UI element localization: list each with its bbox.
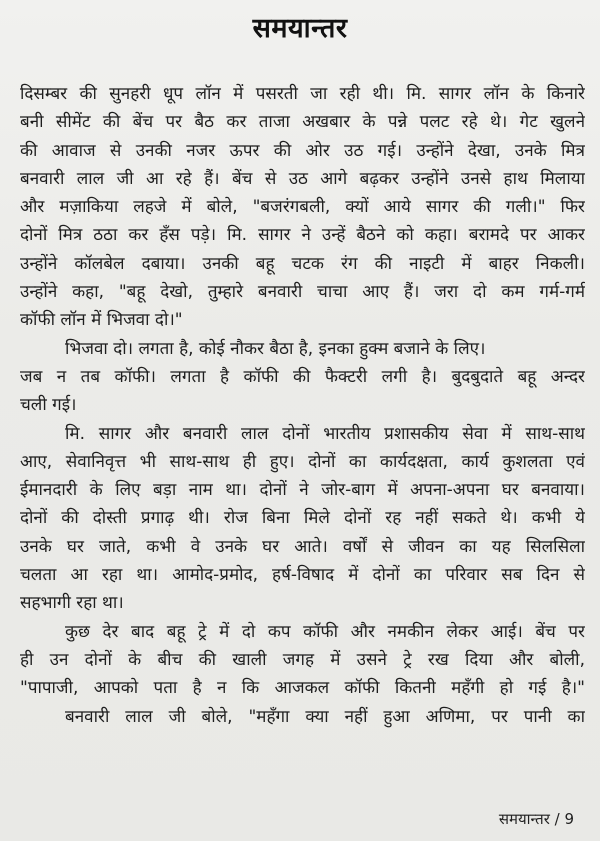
text-line: और मज़ाकिया लहजे में बोले, "बजरंगबली, क्यों आये सागर की गली।" फिर <box>20 197 585 218</box>
text-line: ईमानदारी के लिए बड़ा नाम था। दोनों ने जोर-बाग में अपना-अपना घर बनवाया। <box>20 480 585 501</box>
text-line: चलता आ रहा था। आमोद-प्रमोद, हर्ष-विषाद में दोनों का परिवार सब दिन से <box>20 565 585 586</box>
text-line: कुछ देर बाद बहू ट्रे में दो कप कॉफी और नमकीन लेकर आई। बेंच पर <box>65 621 585 642</box>
story-body <box>20 80 585 731</box>
text-line: बनी सीमेंट की बेंच पर बैठ कर ताजा अखबार के पन्ने पलट रहे थे। गेट खुलने <box>20 112 585 133</box>
text-line: उन्होंने कॉलबेल दबाया। उनकी बहू चटक रंग की नाइटी में बाहर निकली। <box>20 253 585 274</box>
text-line: बनवारी लाल जी बोले, "महँगा क्या नहीं हुआ अणिमा, पर पानी का <box>65 706 585 727</box>
text-line: बनवारी लाल जी आ रहे हैं। बेंच से उठ आगे बढ़कर उन्होंने उनसे हाथ मिलाया <box>20 168 585 189</box>
text-line: आए, सेवानिवृत्त भी साथ-साथ ही हुए। दोनों का कार्यदक्षता, कार्य कुशलता एवं <box>20 451 585 472</box>
text-line: भिजवा दो। लगता है, कोई नौकर बैठा है, इनका हुक्म बजाने के लिए। <box>65 338 486 359</box>
page-footer: समयान्तर / 9 <box>498 810 574 828</box>
page-title: समयान्तर <box>252 13 348 44</box>
text-line: कॉफी लॉन में भिजवा दो।" <box>20 310 183 331</box>
text-line: दोनों की दोस्ती प्रगाढ़ थी। रोज बिना मिले दोनों रह नहीं सकते थे। कभी ये <box>20 508 585 529</box>
text-line: दोनों मित्र ठठा कर हँस पड़े। मि. सागर ने उन्हें बैठने को कहा। बरामदे पर आकर <box>20 225 585 246</box>
text-line: सहभागी रहा था। <box>20 593 124 614</box>
text-line: उन्होंने कहा, "बहू देखो, तुम्हारे बनवारी चाचा आए हैं। जरा दो कम गर्म-गर्म <box>20 282 585 303</box>
text-line: ही उन दोनों के बीच की खाली जगह में उसने ट्रे रख दिया और बोली, <box>20 649 585 670</box>
text-line: मि. सागर और बनवारी लाल दोनों भारतीय प्रशासकीय सेवा में साथ-साथ <box>65 423 585 444</box>
text-line: दिसम्बर की सुनहरी धूप लॉन में पसरती जा रही थी। मि. सागर लॉन के किनारे <box>20 84 585 104</box>
text-line: जब न तब कॉफी। लगता है कॉफी की फैक्टरी लगी है। बुदबुदाते बहू अन्दर <box>20 366 585 387</box>
text-line: "पापाजी, आपको पता है न कि आजकल कॉफी कितनी महँगी हो गई है।" <box>20 678 585 699</box>
text-line: उनके घर जाते, कभी वे उनके घर आते। वर्षों से जीवन का यह सिलसिला <box>20 536 585 557</box>
text-line: चली गई। <box>20 395 77 416</box>
text-line: की आवाज से उनकी नजर ऊपर की ओर उठ गई। उन्होंने देखा, उनके मित्र <box>20 140 585 161</box>
